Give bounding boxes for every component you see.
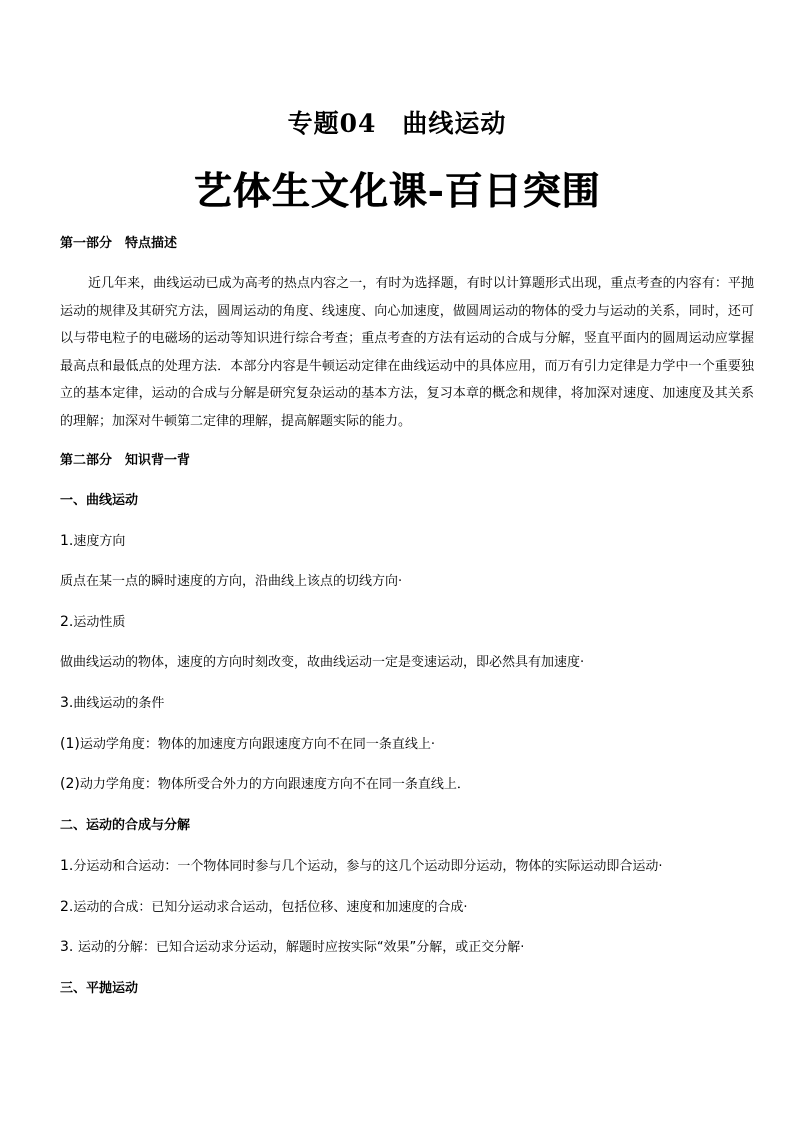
item-number: 2.	[60, 899, 74, 915]
condition-kinematic	[60, 735, 750, 754]
section3-heading: 三、平抛运动	[60, 981, 139, 996]
item-text: 质点在某一点的瞬时速度的方向，沿曲线上该点的切线方向·	[60, 574, 403, 589]
item-number: 1.	[60, 533, 74, 549]
course-title: 艺体生文化课-百日突围	[193, 168, 601, 213]
item-number: 1.	[60, 858, 74, 874]
part2-heading: 第二部分 知识背一背	[60, 453, 191, 468]
item-title: 运动性质	[73, 615, 126, 630]
section1-heading: 一、曲线运动	[60, 493, 139, 508]
section2-heading: 二、运动的合成与分解	[60, 818, 191, 833]
condition-number: (1)	[60, 736, 80, 752]
item-decomposition	[60, 938, 750, 957]
condition-dynamic	[60, 775, 750, 794]
item-number: 3.	[60, 939, 78, 955]
item-component-resultant	[60, 857, 750, 876]
item-number: 2.	[60, 614, 74, 630]
item-motion-property	[60, 613, 750, 632]
item-text: 运动的合成：已知分运动求合运动，包括位移、速度和加速度的合成·	[73, 900, 468, 915]
condition-text: 运动学角度：物体的加速度方向跟速度方向不在同一条直线上·	[79, 737, 435, 752]
item-text: 做曲线运动的物体，速度的方向时刻改变，故曲线运动一定是变速运动，即必然具有加速度·	[60, 655, 585, 670]
item-text: 分运动和合运动：一个物体同时参与几个运动，参与的这几个运动即分运动，物体的实际运动即合运动·	[73, 859, 663, 874]
condition-number: (2)	[60, 776, 80, 792]
item-curve-conditions	[60, 694, 750, 713]
condition-text: 动力学角度：物体所受合外力的方向跟速度方向不在同一条直线上．	[79, 777, 470, 792]
item-velocity-direction	[60, 532, 750, 551]
item-composition	[60, 898, 750, 917]
item-text: 运动的分解：已知合运动求分运动，解题时应按实际“效果”分解，或正交分解·	[77, 940, 525, 955]
part1-heading: 第一部分 特点描述	[60, 236, 178, 251]
item-title: 速度方向	[73, 534, 126, 549]
item-title: 曲线运动的条件	[73, 696, 165, 711]
part1-paragraph: 近几年来，曲线运动已成为高考的热点内容之一，有时为选择题，有时以计算题形式出现，重点考查的内容有：平抛运动的规律及其研究方法，圆周运动的角度、线速度、向心加速度，做圆周运动的物体的受力与运动的关系，同时，还可以与带电粒子的电磁场的运动等知识进行综合考查；重点考查的方法有运动的合成与分解，竖直平面内的圆周运动应掌握最高点和最低点的处理方法．本部分内容是牛顿运动定律在曲线运动中的具体应用，而万有引力定律是力学中一个重要独立的基本定律，运动的合成与分解是研究复杂运动的基本方法，复习本章的概念和规律，将加深对速度、加速度及其关系的理解；加深对牛顿第二定律的理解，提高解题实际的能力。	[60, 276, 754, 429]
item-number: 3.	[60, 695, 74, 711]
topic-title: 专题04 曲线运动	[287, 109, 507, 138]
